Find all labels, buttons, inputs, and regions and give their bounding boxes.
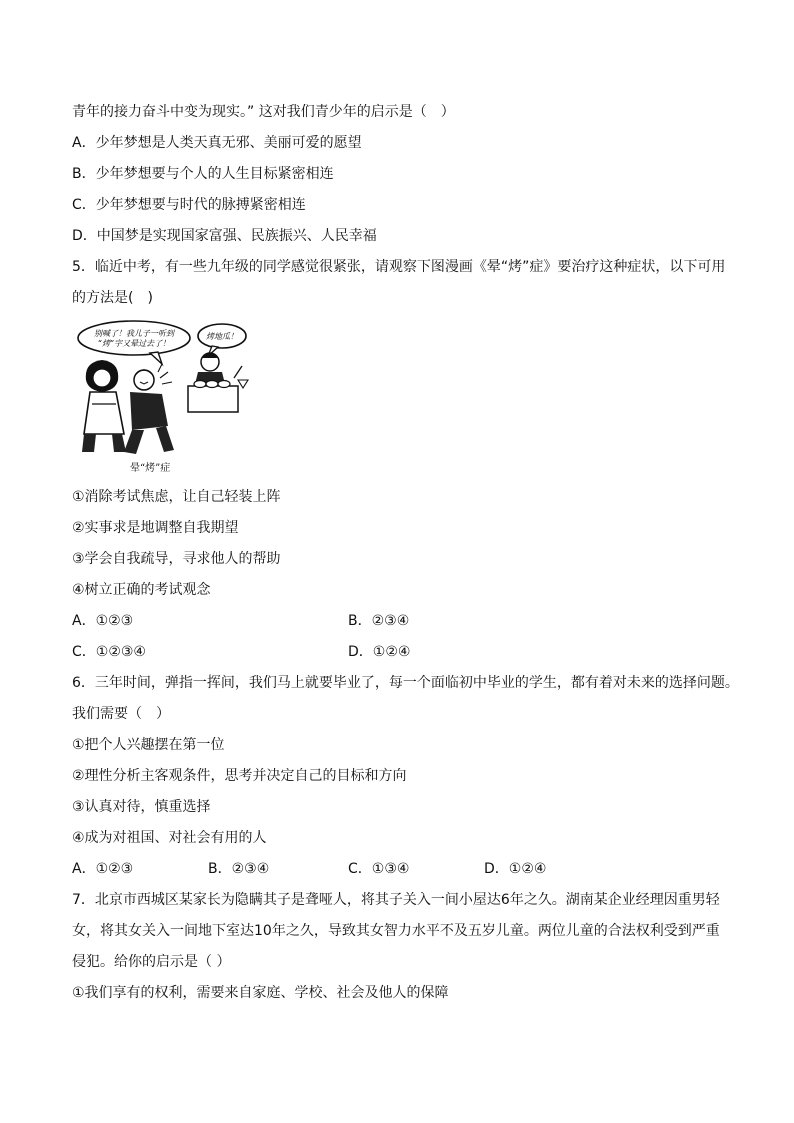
- q5-stem-line1: 5．临近中考，有一些九年级的同学感觉很紧张，请观察下图漫画《晕“烤”症》要治疗这种症状，以下可用: [72, 259, 726, 275]
- q5-choice-d[interactable]: D．①②④: [348, 644, 411, 660]
- q6-item-4: ④成为对祖国、对社会有用的人: [72, 830, 267, 846]
- q6-choice-a[interactable]: A．①②③: [72, 861, 134, 877]
- q6-item-1: ①把个人兴趣摆在第一位: [72, 737, 225, 753]
- q7-stem-line3: 侵犯。给你的启示是（ ）: [72, 954, 231, 970]
- bubble-left-line2: “烤”字又晕过去了！: [97, 339, 171, 348]
- bubble-right-text: 烤地瓜！: [206, 332, 238, 341]
- q6-choice-b[interactable]: B．②③④: [208, 861, 270, 877]
- q5-choice-row-1: [72, 611, 732, 631]
- q6-item-3: ③认真对待，慎重选择: [72, 799, 211, 815]
- q5-choice-row-2: [72, 642, 732, 662]
- q5-item-4: ④树立正确的考试观念: [72, 582, 211, 598]
- q6-choice-d[interactable]: D．①②④: [484, 861, 547, 877]
- q7-stem-line1: 7．北京市西城区某家长为隐瞒其子是聋哑人，将其子关入一间小屋达6年之久。湖南某企业经理因重男轻: [72, 892, 720, 908]
- q4-stem: 青年的接力奋斗中变为现实。” 这对我们青少年的启示是（ ）: [72, 104, 455, 120]
- q6-choice-row: [72, 859, 732, 879]
- q6-choice-c[interactable]: C．①③④: [348, 861, 410, 877]
- q6-item-2: ②理性分析主客观条件，思考并决定自己的目标和方向: [72, 768, 407, 784]
- q5-stem-line2: 的方法是( ): [72, 290, 153, 306]
- q4-option-b: B．少年梦想要与个人的人生目标紧密相连: [72, 166, 334, 182]
- q6-stem-line2: 我们需要（ ）: [72, 706, 170, 722]
- q4-option-d: D．中国梦是实现国家富强、民族振兴、人民幸福: [72, 228, 377, 244]
- speech-bubble-left: [78, 321, 190, 355]
- q5-item-3: ③学会自我疏导，寻求他人的帮助: [72, 551, 281, 567]
- mother-and-son-figure: [82, 360, 174, 454]
- q6-stem-line1: 6．三年时间，弹指一挥间，我们马上就要毕业了，每一个面临初中毕业的学生，都有着对未来的选择问题。: [72, 675, 739, 691]
- q5-item-1: ①消除考试焦虑，让自己轻装上阵: [72, 489, 281, 505]
- bubble-left-line1: 别喊了！我儿子一听到: [94, 329, 174, 338]
- q5-cartoon-caption: 晕“烤”症: [130, 463, 171, 474]
- q7-item-1: ①我们享有的权利，需要来自家庭、学校、社会及他人的保障: [72, 985, 449, 1001]
- q4-option-c: C．少年梦想要与时代的脉搏紧密相连: [72, 197, 306, 213]
- vendor-figure: [188, 353, 248, 412]
- q5-choice-a[interactable]: A．①②③: [72, 613, 134, 629]
- q5-cartoon-image: [72, 318, 258, 478]
- q4-option-a: A．少年梦想是人类天真无邪、美丽可爱的愿望: [72, 135, 362, 151]
- q5-choice-c[interactable]: C．①②③④: [72, 644, 146, 660]
- q7-stem-line2: 女，将其女关入一间地下室达10年之久，导致其女智力水平不及五岁儿童。两位儿童的合法权利受到严重: [72, 923, 720, 939]
- q5-item-2: ②实事求是地调整自我期望: [72, 520, 239, 536]
- q5-choice-b[interactable]: B．②③④: [348, 613, 410, 629]
